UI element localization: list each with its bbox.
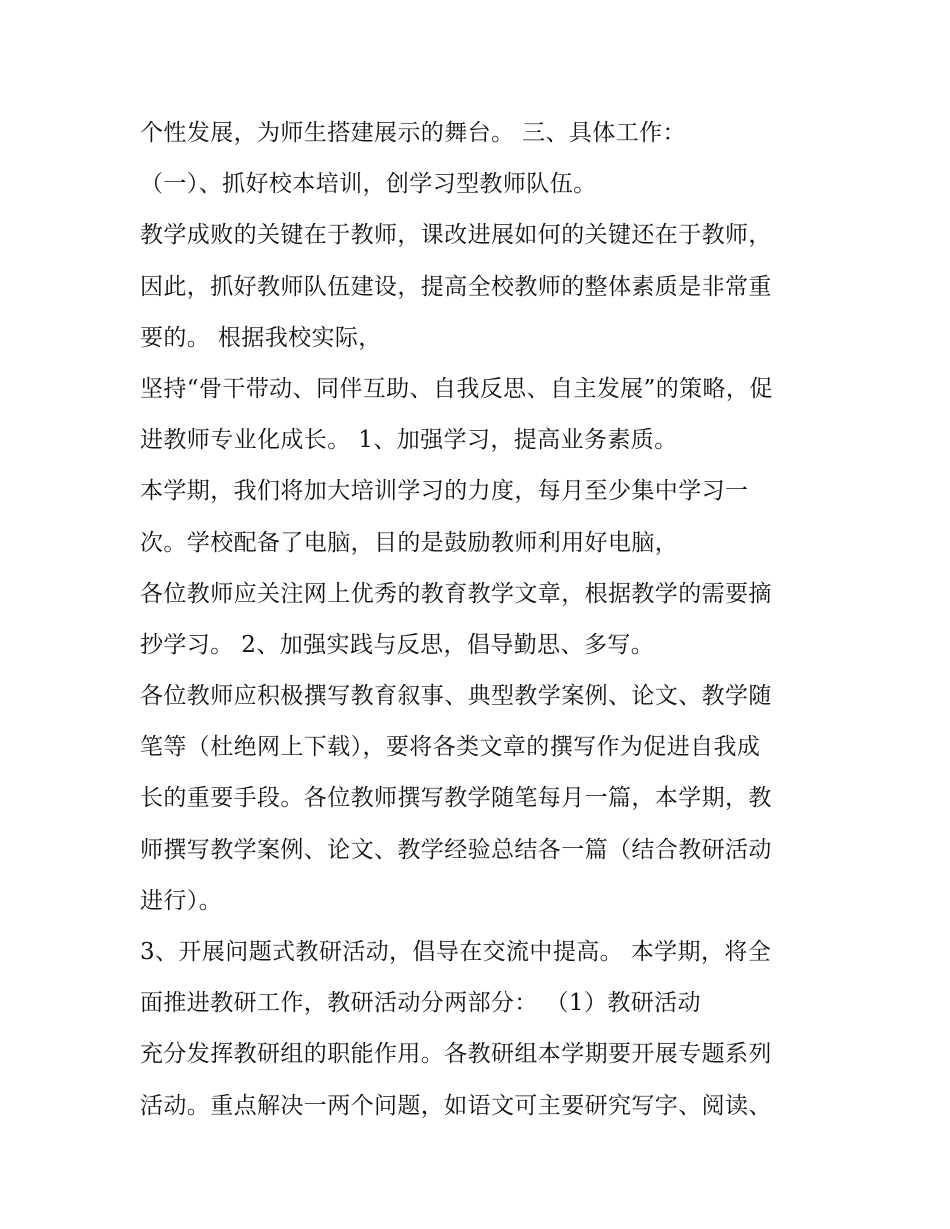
text-line: 面推进教研工作，教研活动分两部分： （1）教研活动 <box>140 990 701 1017</box>
text-line: 笔等（杜绝网上下载），要将各类文章的撰写作为促进自我成 <box>140 734 761 761</box>
document-body <box>140 108 820 1132</box>
text-line: 师撰写教学案例、论文、教学经验总结各一篇（结合教研活动 <box>140 836 772 863</box>
text-line: 教学成败的关键在于教师，课改进展如何的关键还在于教师， <box>140 222 772 249</box>
text-line: 各位教师应关注网上优秀的教育教学文章，根据教学的需要摘 <box>140 580 772 607</box>
text-line: 长的重要手段。各位教师撰写教学随笔每月一篇，本学期，教 <box>140 785 772 812</box>
text-line: 次。学校配备了电脑，目的是鼓励教师利用好电脑， <box>140 529 679 556</box>
text-line: 因此，抓好教师队伍建设，提高全校教师的整体素质是非常重 <box>140 273 772 300</box>
text-line: 进教师专业化成长。 1、加强学习，提高业务素质。 <box>140 427 678 454</box>
text-line: 充分发挥教研组的职能作用。各教研组本学期要开展专题系列 <box>140 1041 772 1068</box>
text-line: 个性发展，为师生搭建展示的舞台。 三、具体工作： <box>140 120 686 146</box>
text-line: 本学期，我们将加大培训学习的力度，每月至少集中学习一 <box>140 478 749 505</box>
text-line: 坚持“骨干带动、同伴互助、自我反思、自主发展”的策略，促 <box>140 375 773 402</box>
text-line: 要的。 根据我校实际， <box>140 324 382 351</box>
text-line: 抄学习。 2、加强实践与反思，倡导勤思、多写。 <box>140 631 655 658</box>
text-line: 活动。重点解决一两个问题，如语文可主要研究写字、阅读、 <box>140 1092 772 1119</box>
text-line: 进行）。 <box>140 887 223 914</box>
text-line: 3、开展问题式教研活动，倡导在交流中提高。 本学期，将全 <box>140 939 772 965</box>
text-line: 各位教师应积极撰写教育叙事、典型教学案例、论文、教学随 <box>140 683 772 710</box>
text-line: （一）、抓好校本培训，创学习型教师队伍。 <box>140 171 597 198</box>
